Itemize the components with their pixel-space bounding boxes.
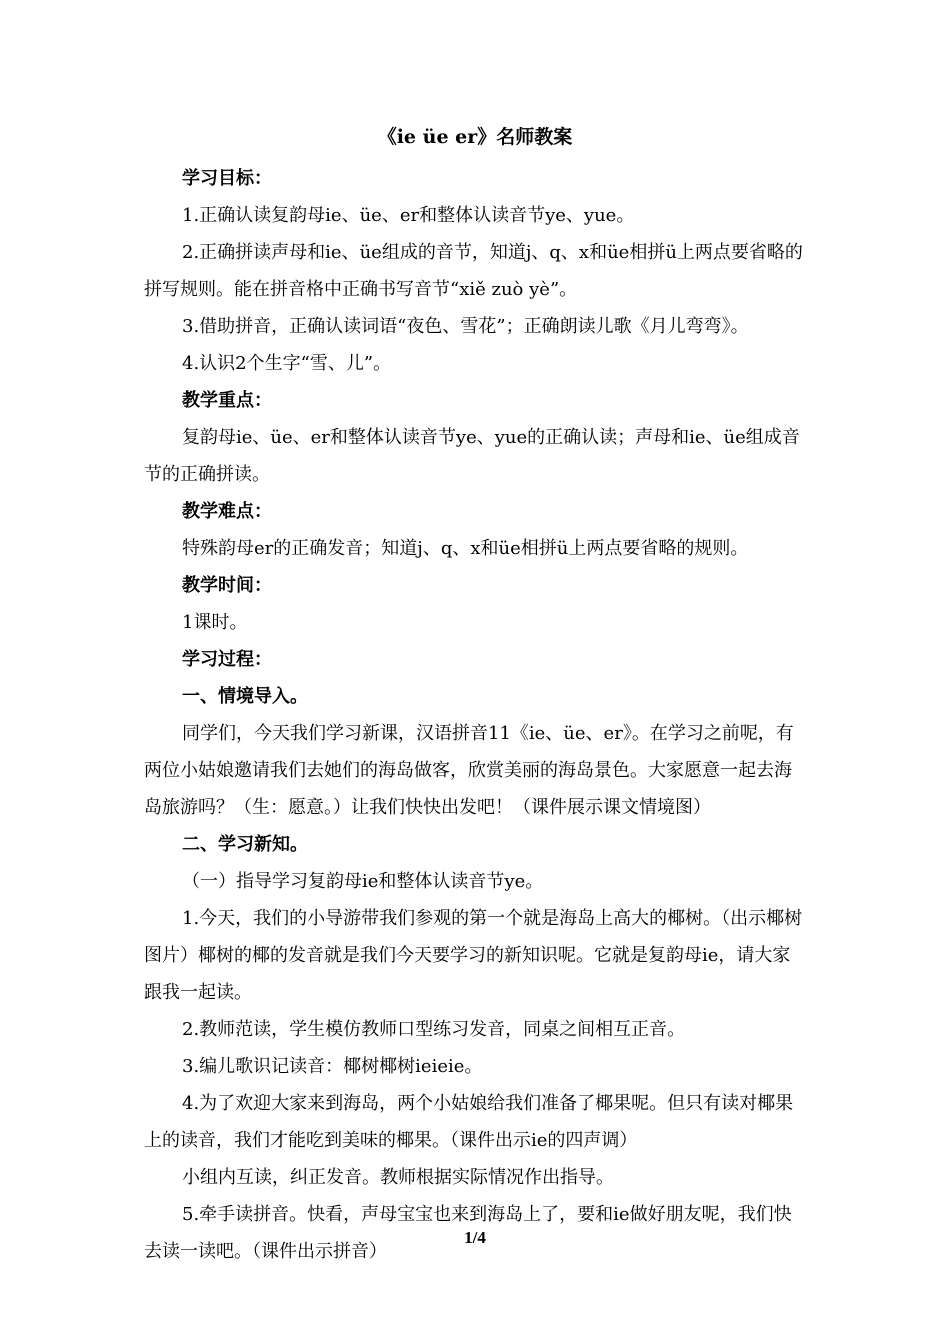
- time-text: 1课时。: [182, 612, 248, 633]
- page-number: 1/4: [464, 1228, 486, 1247]
- section2-item: 5.牵手读拼音。快看，声母宝宝也来到海岛上了，要和ie做好朋友呢，我们快去读一读吧。（课件出示拼音）: [144, 1204, 792, 1262]
- objective-item: 4.认识2个生字“雪、儿”。: [182, 353, 392, 374]
- section2-item: 1.今天，我们的小导游带我们参观的第一个就是海岛上高大的椰树。（出示椰树图片）椰树的椰的发音就是我们今天要学习的新知识呢。它就是复韵母ie，请大家跟我一起读。: [144, 908, 803, 1003]
- heading-section1: 一、情境导入。: [182, 686, 308, 707]
- heading-difficulties: 教学难点：: [182, 501, 272, 522]
- objective-item: 2.正确拼读声母和ie、üe组成的音节，知道j、q、x和üe相拼ü上两点要省略的拼写规则。能在拼音格中正确书写音节“xiě zuò yè”。: [144, 242, 803, 300]
- difficulties-text: 特殊韵母er的正确发音；知道j、q、x和üe相拼ü上两点要省略的规则。: [182, 538, 749, 559]
- section2-item: 小组内互读，纠正发音。教师根据实际情况作出指导。: [182, 1167, 614, 1188]
- objective-item: 1.正确认读复韵母ie、üe、er和整体认读音节ye、yue。: [182, 205, 635, 226]
- section2-item: 4.为了欢迎大家来到海岛，两个小姑娘给我们准备了椰果呢。但只有读对椰果上的读音，我们才能吃到美味的椰果。（课件出示ie的四声调）: [144, 1093, 794, 1151]
- key-points-text: 复韵母ie、üe、er和整体认读音节ye、yue的正确认读；声母和ie、üe组成音节的正确拼读。: [144, 427, 800, 485]
- document-body: [144, 160, 808, 1270]
- objective-item: 3.借助拼音，正确认读词语“夜色、雪花”；正确朗读儿歌《月儿弯弯》。: [182, 316, 749, 337]
- heading-objectives: 学习目标：: [182, 168, 272, 189]
- section2-item: 3.编儿歌识记读音：椰树椰树ieieie。: [182, 1056, 483, 1077]
- heading-process: 学习过程：: [182, 649, 272, 670]
- section1-text: 同学们，今天我们学习新课，汉语拼音11《ie、üe、er》。在学习之前呢，有两位小姑娘邀请我们去她们的海岛做客，欣赏美丽的海岛景色。大家愿意一起去海岛旅游吗？（生：愿意。）让我们快快出发吧！（课件展示课文情境图）: [144, 723, 794, 818]
- heading-time: 教学时间：: [182, 575, 272, 596]
- heading-section2: 二、学习新知。: [182, 834, 308, 855]
- section2-item: 2.教师范读，学生模仿教师口型练习发音，同桌之间相互正音。: [182, 1019, 686, 1040]
- section2-sub1: （一）指导学习复韵母ie和整体认读音节ye。: [182, 871, 544, 892]
- page-title: 《ie üe er》名师教案: [377, 126, 573, 148]
- heading-key-points: 教学重点：: [182, 390, 272, 411]
